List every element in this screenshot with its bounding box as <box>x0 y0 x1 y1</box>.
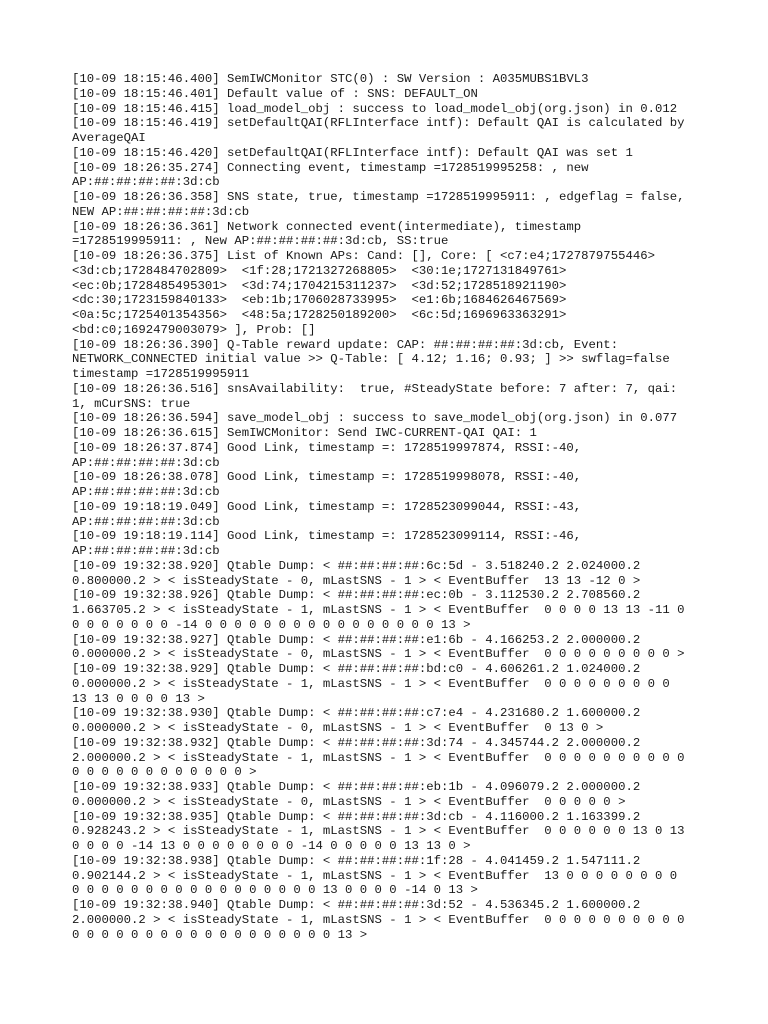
log-line: 0.800000.2 > < isSteadyState - 0, mLastSNS - 1 > < EventBuffer 13 13 -12 0 > <box>72 573 641 588</box>
log-line: 1.663705.2 > < isSteadyState - 1, mLastSNS - 1 > < EventBuffer 0 0 0 0 13 13 -11 0 <box>72 603 685 617</box>
log-line: 0.000000.2 > < isSteadyState - 0, mLastSNS - 1 > < EventBuffer 0 0 0 0 0 > <box>72 794 626 809</box>
log-line: 0.000000.2 > < isSteadyState - 0, mLastSNS - 1 > < EventBuffer 0 0 0 0 0 0 0 0 0 > <box>72 647 685 662</box>
log-line: 0 0 0 0 -14 13 0 0 0 0 0 0 0 0 -14 0 0 0 0 0 13 13 0 > <box>72 839 471 853</box>
log-line: [10-09 19:32:38.935] Qtable Dump: < ##:##:##:##:3d:cb - 4.116000.2 1.163399.2 <box>72 809 641 824</box>
log-line: AP:##:##:##:##:3d:cb <box>72 485 220 499</box>
log-line: [10-09 18:26:36.361] Network connected event(intermediate), timestamp <box>72 219 582 234</box>
log-line: <ec:0b;1728485495301> <3d:74;1704215311237> <3d:52;1728518921190> <box>72 278 567 293</box>
log-text-block <box>72 72 712 942</box>
log-line: 0 0 0 0 0 0 0 -14 0 0 0 0 0 0 0 0 0 0 0 0 0 0 0 0 13 > <box>72 617 471 632</box>
log-line: AverageQAI <box>72 131 146 145</box>
log-line: 13 13 0 0 0 0 13 > <box>72 691 205 706</box>
log-line: [10-09 18:26:36.516] snsAvailability: true, #SteadyState before: 7 after: 7, qai: <box>72 381 678 396</box>
log-line: 0.000000.2 > < isSteadyState - 1, mLastSNS - 1 > < EventBuffer 0 0 0 0 0 0 0 0 0 <box>72 676 670 691</box>
log-line: AP:##:##:##:##:3d:cb <box>72 455 220 470</box>
log-line: [10-09 19:32:38.933] Qtable Dump: < ##:##:##:##:eb:1b - 4.096079.2 2.000000.2 <box>72 780 641 794</box>
log-line: [10-09 19:32:38.938] Qtable Dump: < ##:##:##:##:1f:28 - 4.041459.2 1.547111.2 <box>72 853 641 868</box>
log-line: 2.000000.2 > < isSteadyState - 1, mLastSNS - 1 > < EventBuffer 0 0 0 0 0 0 0 0 0 0 <box>72 750 685 765</box>
log-line: [10-09 18:15:46.400] SemIWCMonitor STC(0) : SW Version : A035MUBS1BVL3 <box>72 72 589 86</box>
log-line: NETWORK_CONNECTED initial value >> Q-Table: [ 4.12; 1.16; 0.93; ] >> swflag=false <box>72 352 670 367</box>
log-line: [10-09 18:26:36.358] SNS state, true, timestamp =1728519995911: , edgeflag = false, <box>72 190 685 204</box>
log-line: [10-09 19:32:38.920] Qtable Dump: < ##:##:##:##:6c:5d - 3.518240.2 2.024000.2 <box>72 558 641 573</box>
log-line: AP:##:##:##:##:3d:cb <box>72 514 220 529</box>
log-line: [10-09 18:26:36.390] Q-Table reward update: CAP: ##:##:##:##:3d:cb, Event: <box>72 337 619 352</box>
log-line: 0.000000.2 > < isSteadyState - 0, mLastSNS - 1 > < EventBuffer 0 13 0 > <box>72 721 604 735</box>
log-line: 0 0 0 0 0 0 0 0 0 0 0 0 0 0 0 0 0 0 13 > <box>72 927 368 942</box>
log-line: [10-09 19:32:38.932] Qtable Dump: < ##:##:##:##:3d:74 - 4.345744.2 2.000000.2 <box>72 735 641 750</box>
log-line: 2.000000.2 > < isSteadyState - 1, mLastSNS - 1 > < EventBuffer 0 0 0 0 0 0 0 0 0 0 <box>72 912 685 927</box>
log-line: [10-09 18:26:36.615] SemIWCMonitor: Send IWC-CURRENT-QAI QAI: 1 <box>72 426 537 440</box>
log-line: 0 0 0 0 0 0 0 0 0 0 0 0 0 0 0 0 0 13 0 0 0 0 -14 0 13 > <box>72 883 478 898</box>
log-line: [10-09 19:32:38.940] Qtable Dump: < ##:##:##:##:3d:52 - 4.536345.2 1.600000.2 <box>72 898 641 912</box>
log-line: [10-09 19:32:38.930] Qtable Dump: < ##:##:##:##:c7:e4 - 4.231680.2 1.600000.2 <box>72 706 641 721</box>
log-line: <bd:c0;1692479003079> ], Prob: [] <box>72 322 316 337</box>
log-line: [10-09 19:32:38.926] Qtable Dump: < ##:##:##:##:ec:0b - 3.112530.2 2.708560.2 <box>72 588 641 603</box>
log-line: <3d:cb;1728484702809> <1f:28;1721327268805> <30:1e;1727131849761> <box>72 263 567 278</box>
log-line: [10-09 19:32:38.927] Qtable Dump: < ##:##:##:##:e1:6b - 4.166253.2 2.000000.2 <box>72 632 641 647</box>
log-line: [10-09 19:32:38.929] Qtable Dump: < ##:##:##:##:bd:c0 - 4.606261.2 1.024000.2 <box>72 662 641 676</box>
log-line: <0a:5c;1725401354356> <48:5a;1728250189200> <6c:5d;1696963363291> <box>72 308 567 322</box>
log-line: [10-09 18:26:37.874] Good Link, timestamp =: 1728519997874, RSSI:-40, <box>72 440 582 455</box>
log-line: [10-09 18:15:46.415] load_model_obj : success to load_model_obj(org.json) in 0.012 <box>72 101 678 116</box>
log-line: 0.928243.2 > < isSteadyState - 1, mLastSNS - 1 > < EventBuffer 0 0 0 0 0 0 13 0 13 <box>72 824 685 839</box>
log-line: =1728519995911: , New AP:##:##:##:##:3d:cb, SS:true <box>72 234 449 249</box>
log-line: 0 0 0 0 0 0 0 0 0 0 0 0 > <box>72 765 257 780</box>
log-line: NEW AP:##:##:##:##:3d:cb <box>72 204 250 219</box>
log-line: AP:##:##:##:##:3d:cb <box>72 544 220 558</box>
log-line: [10-09 18:26:36.375] List of Known APs: Cand: [], Core: [ <c7:e4;1727879755446> <box>72 249 655 263</box>
log-line: [10-09 18:26:38.078] Good Link, timestamp =: 1728519998078, RSSI:-40, <box>72 470 582 485</box>
log-line: AP:##:##:##:##:3d:cb <box>72 175 220 190</box>
log-line: 0.902144.2 > < isSteadyState - 1, mLastSNS - 1 > < EventBuffer 13 0 0 0 0 0 0 0 0 <box>72 868 678 883</box>
log-line: [10-09 18:15:46.401] Default value of : SNS: DEFAULT_ON <box>72 86 478 101</box>
log-line: [10-09 18:26:35.274] Connecting event, timestamp =1728519995258: , new <box>72 160 589 175</box>
log-line: <dc:30;1723159840133> <eb:1b;1706028733995> <e1:6b;1684626467569> <box>72 293 567 308</box>
log-line: [10-09 18:15:46.419] setDefaultQAI(RFLInterface intf): Default QAI is calculated by <box>72 116 685 131</box>
log-line: [10-09 18:26:36.594] save_model_obj : success to save_model_obj(org.json) in 0.077 <box>72 411 678 426</box>
log-line: [10-09 18:15:46.420] setDefaultQAI(RFLInterface intf): Default QAI was set 1 <box>72 145 633 160</box>
log-line: 1, mCurSNS: true <box>72 396 191 411</box>
log-line: [10-09 19:18:19.114] Good Link, timestamp =: 1728523099114, RSSI:-46, <box>72 529 582 544</box>
log-line: [10-09 19:18:19.049] Good Link, timestamp =: 1728523099044, RSSI:-43, <box>72 499 582 514</box>
log-line: timestamp =1728519995911 <box>72 367 250 381</box>
